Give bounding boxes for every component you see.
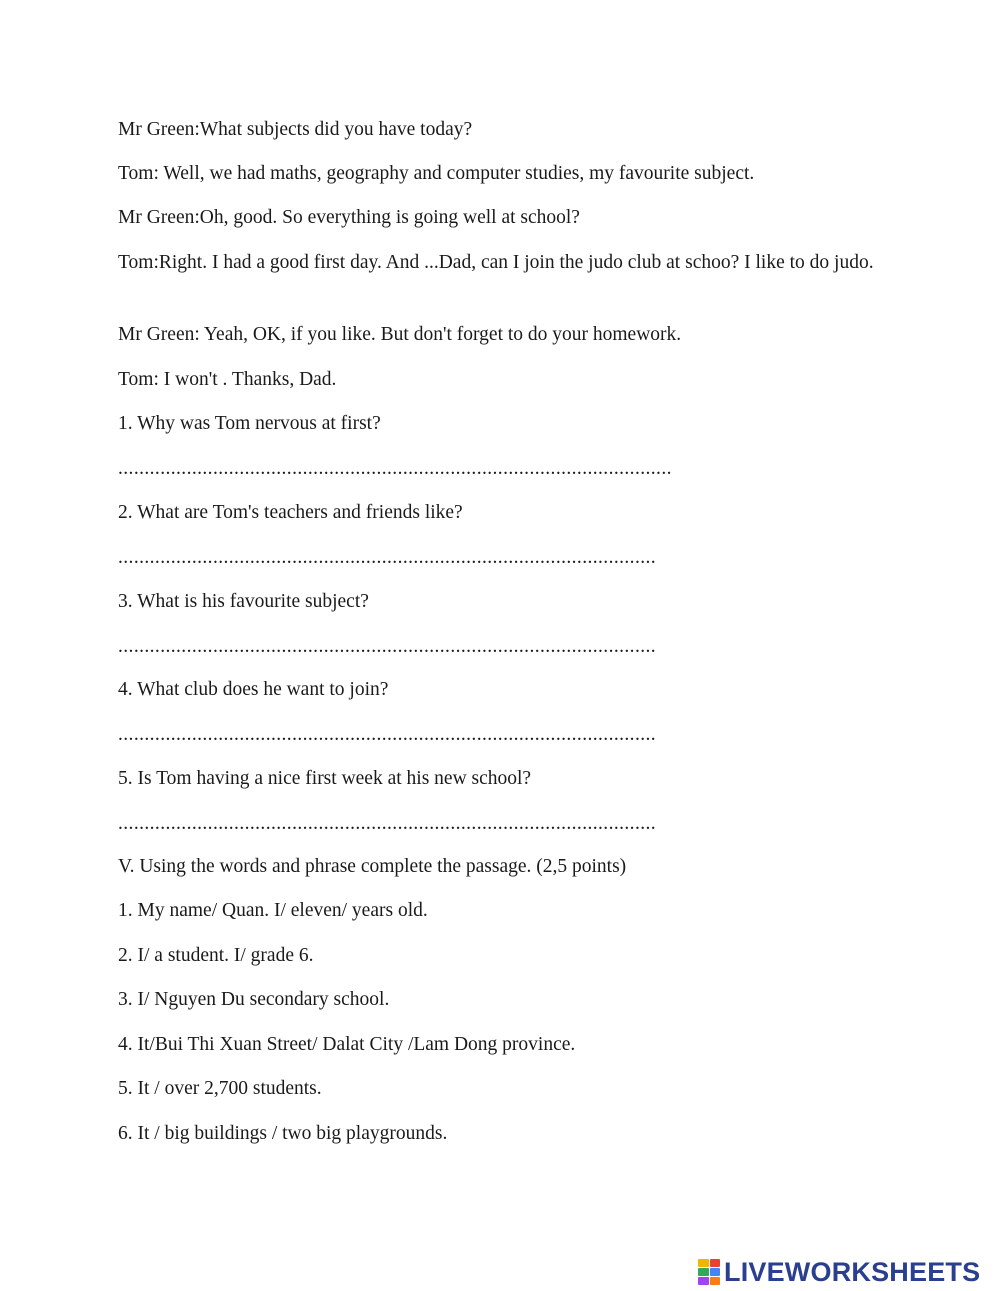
dialogue-line: Mr Green:Oh, good. So everything is going well at school? <box>118 207 580 228</box>
answer-line[interactable]: ...................................................................................................... <box>118 547 657 568</box>
question-text: 2. What are Tom's teachers and friends like? <box>118 502 463 523</box>
exercise-item: 1. My name/ Quan. I/ eleven/ years old. <box>118 900 428 921</box>
question-text: 3. What is his favourite subject? <box>118 591 369 612</box>
exercise-item: 6. It / big buildings / two big playgrounds. <box>118 1123 448 1144</box>
answer-line[interactable]: ...................................................................................................... <box>118 724 657 745</box>
answer-line[interactable]: ......................................................................................................... <box>118 458 672 479</box>
answer-line[interactable]: ...................................................................................................... <box>118 813 657 834</box>
dialogue-line: Tom: Well, we had maths, geography and computer studies, my favourite subject. <box>118 163 755 184</box>
question-text: 5. Is Tom having a nice first week at his new school? <box>118 768 532 789</box>
exercise-item: 5. It / over 2,700 students. <box>118 1078 322 1099</box>
logo-icon <box>698 1259 720 1285</box>
exercise-item: 2. I/ a student. I/ grade 6. <box>118 945 314 966</box>
question-text: 1. Why was Tom nervous at first? <box>118 413 381 434</box>
logo-text: LIVEWORKSHEETS <box>724 1257 981 1287</box>
question-text: 4. What club does he want to join? <box>118 679 389 700</box>
section-heading: V. Using the words and phrase complete the passage. (2,5 points) <box>118 856 627 877</box>
dialogue-line: Mr Green:What subjects did you have today? <box>118 119 473 140</box>
dialogue-line: Tom:Right. I had a good first day. And ...Dad, can I join the judo club at schoo? I like to do judo. <box>118 252 874 273</box>
answer-line[interactable]: ...................................................................................................... <box>118 636 657 657</box>
dialogue-line: Tom: I won't . Thanks, Dad. <box>118 369 337 390</box>
exercise-item: 3. I/ Nguyen Du secondary school. <box>118 989 390 1010</box>
liveworksheets-logo <box>698 1257 980 1287</box>
exercise-item: 4. It/Bui Thi Xuan Street/ Dalat City /Lam Dong province. <box>118 1034 576 1055</box>
dialogue-line: Mr Green: Yeah, OK, if you like. But don't forget to do your homework. <box>118 324 682 345</box>
